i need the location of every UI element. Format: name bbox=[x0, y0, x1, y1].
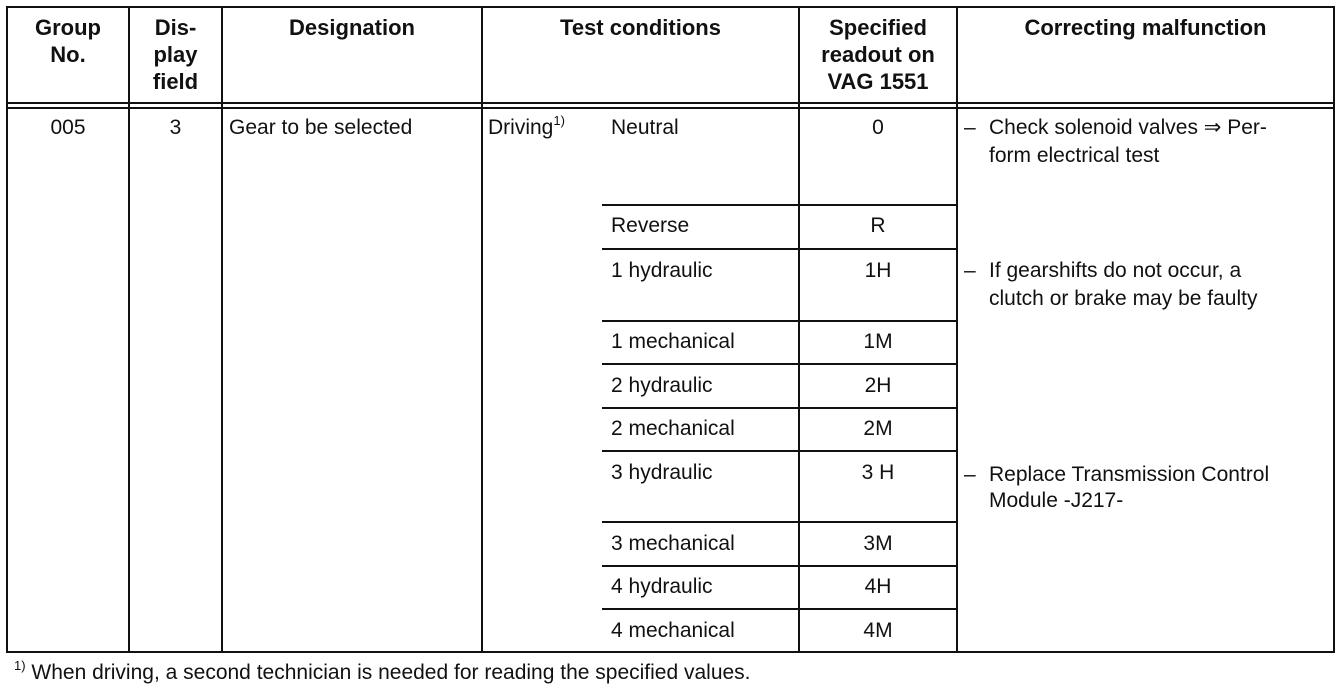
group-number: 005 bbox=[50, 116, 86, 139]
gear-label: 4 mechanical bbox=[611, 619, 735, 642]
header-specified-readout: Specified readout on VAG 1551 bbox=[821, 15, 935, 94]
condition-driving bbox=[488, 114, 565, 142]
header-bottom-border bbox=[6, 102, 1335, 104]
gear-readout: 0 bbox=[872, 116, 884, 139]
col-border bbox=[481, 6, 483, 653]
correction-text-line: Module -J217- bbox=[989, 489, 1124, 512]
gear-label: 4 hydraulic bbox=[611, 575, 713, 598]
row-sep bbox=[602, 608, 957, 610]
gear-readout: R bbox=[870, 214, 886, 237]
row-sep bbox=[602, 204, 957, 206]
gear-readout: 2M bbox=[863, 417, 893, 440]
gear-label: Reverse bbox=[611, 214, 690, 237]
designation-value: Gear to be selected bbox=[229, 116, 413, 139]
gear-label: 1 hydraulic bbox=[611, 259, 713, 282]
footnote-text: When driving, a second technician is needed for reading the specified values. bbox=[31, 661, 751, 684]
correction-text-line: Replace Transmission Control bbox=[989, 463, 1270, 486]
gear-readout: 1M bbox=[863, 330, 893, 353]
row-sep bbox=[602, 320, 957, 322]
bullet-dash: – bbox=[964, 259, 976, 282]
col-border bbox=[128, 6, 130, 653]
correction-text-line: Check solenoid valves ⇒ Per- bbox=[989, 116, 1267, 139]
gear-label: 3 mechanical bbox=[611, 532, 735, 555]
condition-label: Driving bbox=[488, 116, 554, 139]
bullet-dash: – bbox=[964, 463, 976, 486]
header-correcting-malfunction: Correcting malfunction bbox=[1024, 15, 1267, 40]
gear-readout: 3 H bbox=[861, 461, 895, 484]
gear-readout: 3M bbox=[863, 532, 893, 555]
col-border bbox=[221, 6, 223, 653]
col-border bbox=[1333, 6, 1335, 653]
correction-text-line: clutch or brake may be faulty bbox=[989, 287, 1258, 310]
gear-label: 1 mechanical bbox=[611, 330, 735, 353]
row-sep bbox=[602, 565, 957, 567]
row-sep bbox=[602, 407, 957, 409]
header-designation: Designation bbox=[289, 15, 415, 40]
top-border bbox=[6, 6, 1335, 8]
table-bottom-border bbox=[6, 651, 1335, 653]
header-group-no: Group No. bbox=[35, 15, 101, 67]
row-sep bbox=[602, 363, 957, 365]
gear-label: 2 mechanical bbox=[611, 417, 735, 440]
gear-label: 3 hydraulic bbox=[611, 461, 713, 484]
header-test-conditions: Test conditions bbox=[560, 15, 721, 40]
gear-label: 2 hydraulic bbox=[611, 374, 713, 397]
display-field-value: 3 bbox=[169, 116, 182, 139]
gear-label: Neutral bbox=[611, 116, 679, 139]
col-border bbox=[6, 6, 8, 653]
footnote bbox=[14, 659, 751, 687]
header-bottom-border-2 bbox=[6, 107, 1335, 109]
row-sep bbox=[602, 521, 957, 523]
gear-readout: 2H bbox=[864, 374, 892, 397]
row-sep bbox=[602, 450, 957, 452]
gear-readout: 4M bbox=[863, 619, 893, 642]
gear-readout: 1H bbox=[864, 259, 892, 282]
col-border bbox=[956, 6, 958, 653]
row-sep bbox=[602, 248, 957, 250]
correction-text-line: If gearshifts do not occur, a bbox=[989, 259, 1242, 282]
header-display-field: Dis- play field bbox=[152, 15, 199, 94]
footnote-ref: 1) bbox=[553, 113, 565, 128]
correction-text-line: form electrical test bbox=[989, 144, 1160, 167]
footnote-mark: 1) bbox=[14, 658, 26, 673]
gear-readout: 4H bbox=[864, 575, 892, 598]
bullet-dash: – bbox=[964, 116, 976, 139]
